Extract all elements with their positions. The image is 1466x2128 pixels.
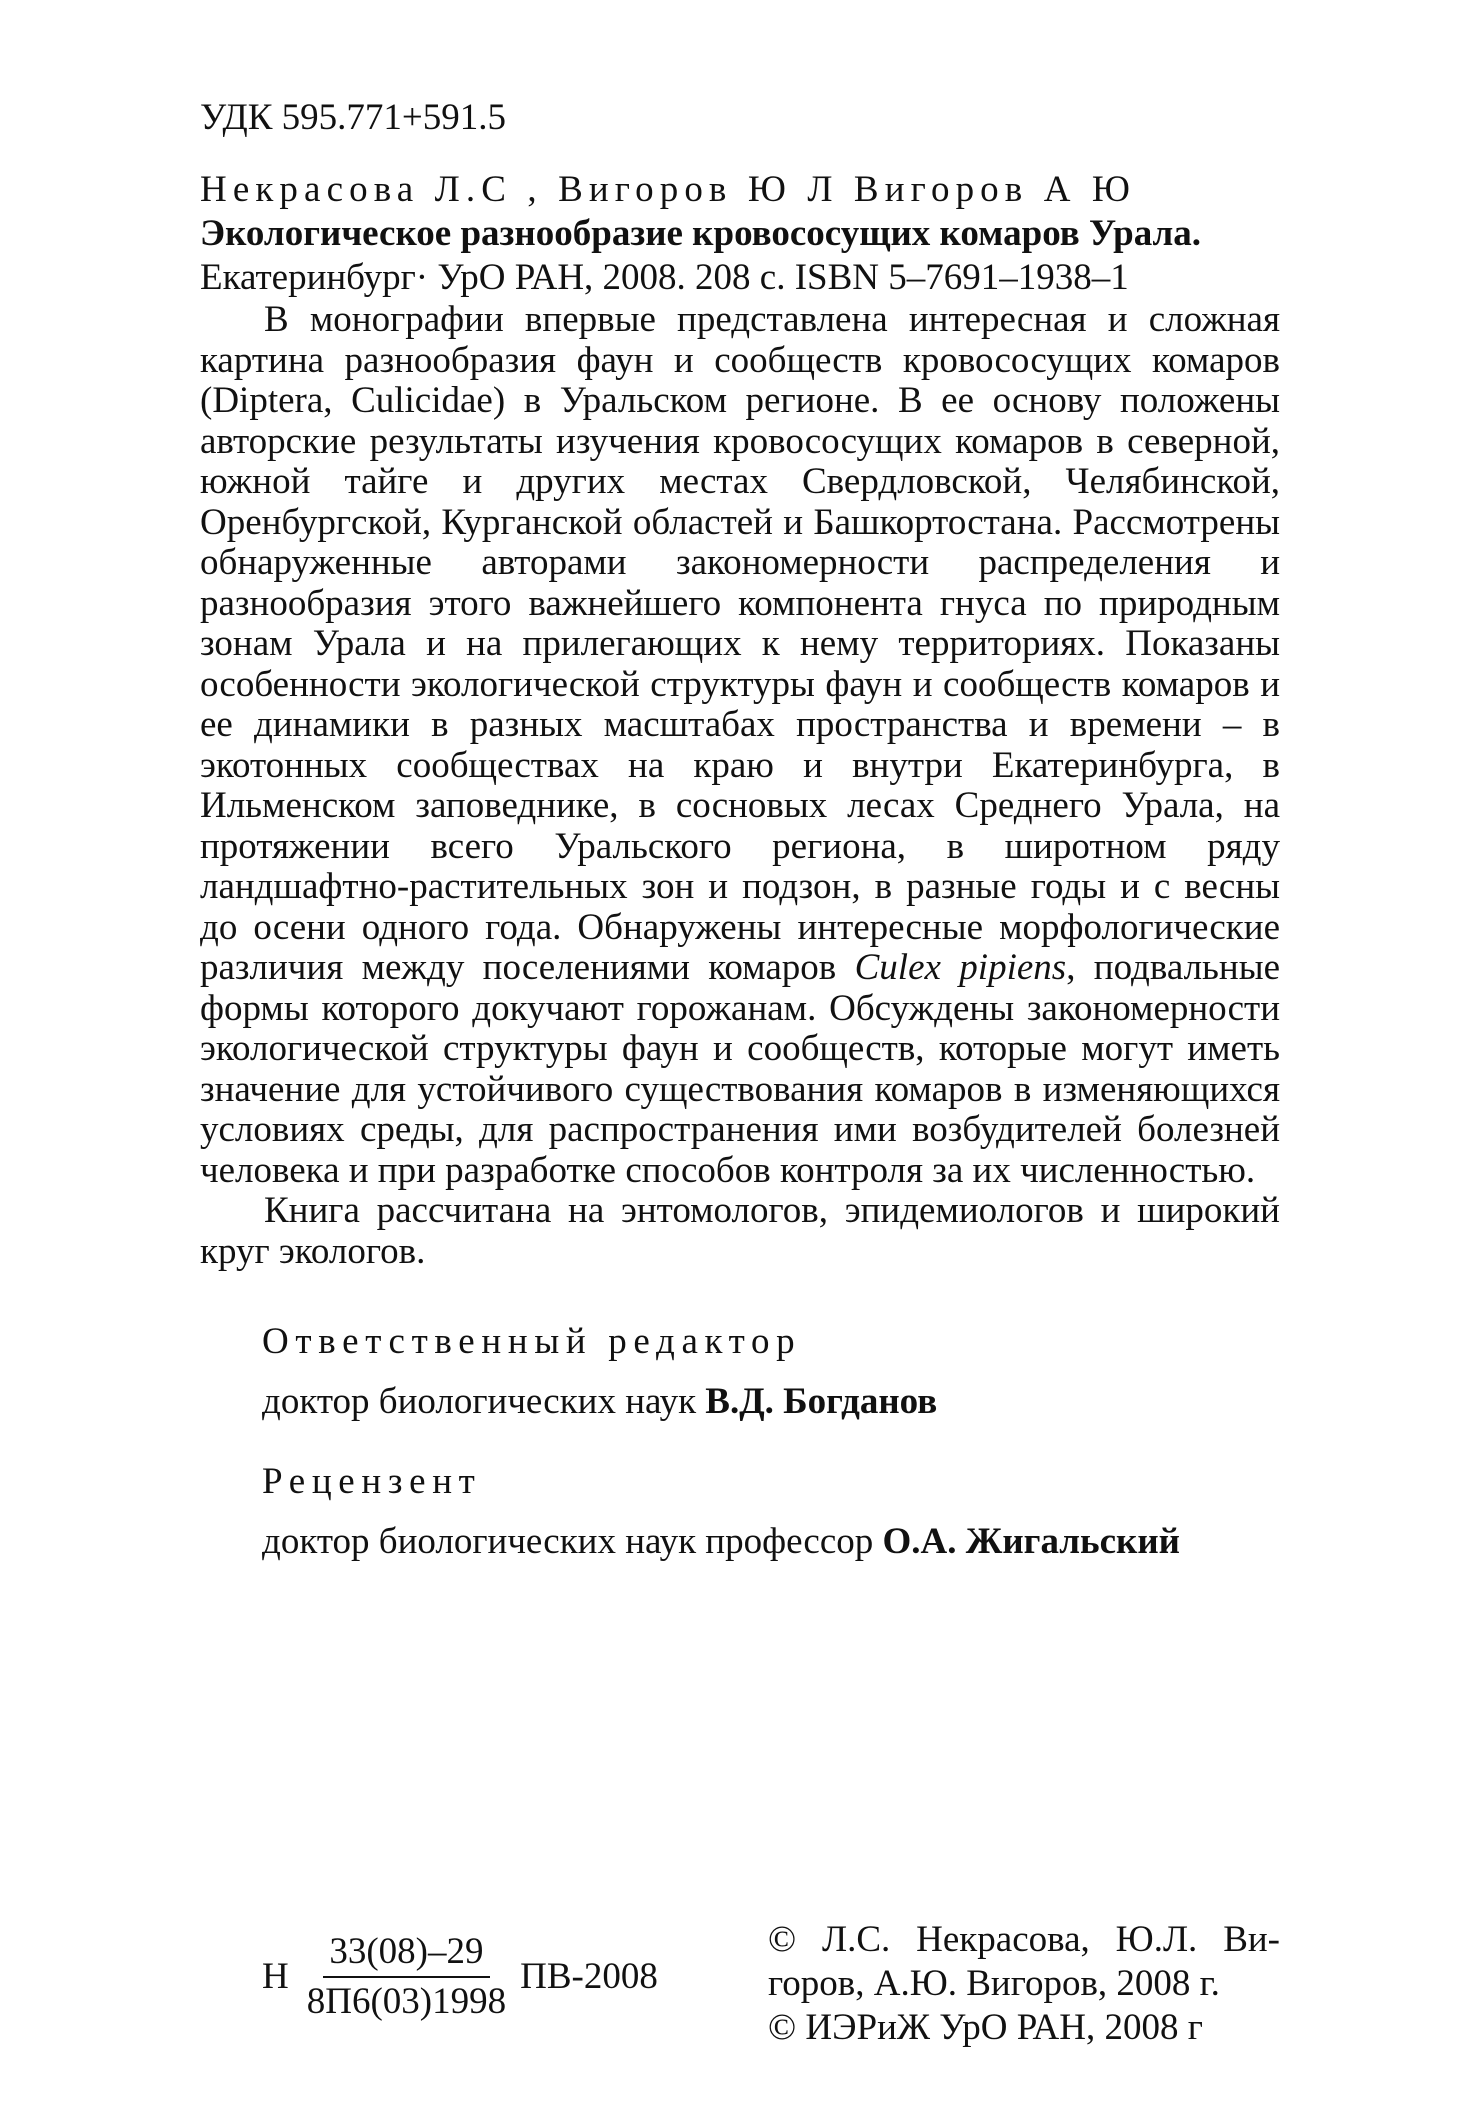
reviewer-credit [262, 1520, 1262, 1564]
code-denominator: 8П6(03)1998 [306, 1981, 507, 2022]
abstract-paragraph-2: Книга рассчитана на энтомологов, эпидемиологов и широкий круг экологов. [200, 1190, 1280, 1272]
editor-credit [262, 1380, 1262, 1424]
reviewer-name: О.А. Жигальский [882, 1521, 1180, 1562]
book-title: Экологическое разнообразие кровососущих комаров Урала. [200, 213, 1202, 254]
abstract-text-part-1: В монографии впервые представлена интересная и сложная картина разнообразия фаун и сообществ кровососущих комаров (Diptera, Culicidae) в Уральском регионе. В ее основу положены авторские результаты изучения кровососущих комаров в северной, южной тайге и других местах Свердловской, Челябинской, Оренбургской, Курганской областей и Башкортостана. Рассмотрены обнаруженные авторами закономерности распределения и разнообразия этого важнейшего компонента гнуса по природным зонам Урала и на прилегающих к нему территориях. Показаны особенности экологической структуры фаун и сообществ комаров и ее динамики в разных масштабах пространства и времени – в экотонных сообществах на краю и внутри Екатеринбурга, в Ильменском заповеднике, в сосновых лесах Среднего Урала, на протяжении всего Уральского региона, в широтном ряду ландшафтно-растительных зон и подзон, в разные годы и с весны до осени одного года. Обнаружены интересные морфологические различия между поселениями комаров [200, 299, 1280, 988]
species-name: Culex pipiens [854, 947, 1067, 988]
code-numerator: 33(08)–29 [323, 1930, 489, 1978]
editor-degree: доктор биологических наук [262, 1381, 697, 1422]
copyright-authors: © Л.С. Некрасова, Ю.Л. Вигоров, А.Ю. Вигоров, 2008 г. [768, 1919, 1280, 2004]
publication-info: Екатеринбург· УрО РАН, 2008. 208 с. ISBN 5–7691–1938–1 [200, 257, 1129, 298]
editor-role: Ответственный редактор [262, 1321, 802, 1362]
authors-line: Некрасова Л.С , Вигоров Ю Л Вигоров А Ю [200, 169, 1137, 210]
code-letter: Н [262, 1956, 289, 1997]
publication-code [262, 1930, 658, 2024]
responsible-persons [262, 1320, 1262, 1564]
abstract-text-part-2: , подвальные формы которого докучают горожанам. Обсуждены закономерности экологической структуры фаун и сообществ, которые могут иметь значение для устойчивого существования комаров в изменяющихся условиях среды, для распространения ими возбудителей болезней человека и при разработке способов контроля за их численностью. [200, 947, 1281, 1191]
abstract-paragraph-1 [200, 300, 1280, 1191]
bibliographic-record [200, 168, 1280, 300]
code-fraction [307, 1930, 506, 2024]
copyright-institute: © ИЭРиЖ УрО РАН, 2008 г [768, 2007, 1203, 2048]
code-suffix: ПВ-2008 [520, 1956, 658, 1997]
abstract [200, 300, 1280, 1272]
copyright-block [768, 1918, 1280, 2050]
editor-name: В.Д. Богданов [705, 1381, 938, 1422]
reviewer-degree: доктор биологических наук профессор [262, 1521, 874, 1562]
reviewer-role: Рецензент [262, 1461, 482, 1502]
udk-code: УДК 595.771+591.5 [200, 97, 506, 138]
